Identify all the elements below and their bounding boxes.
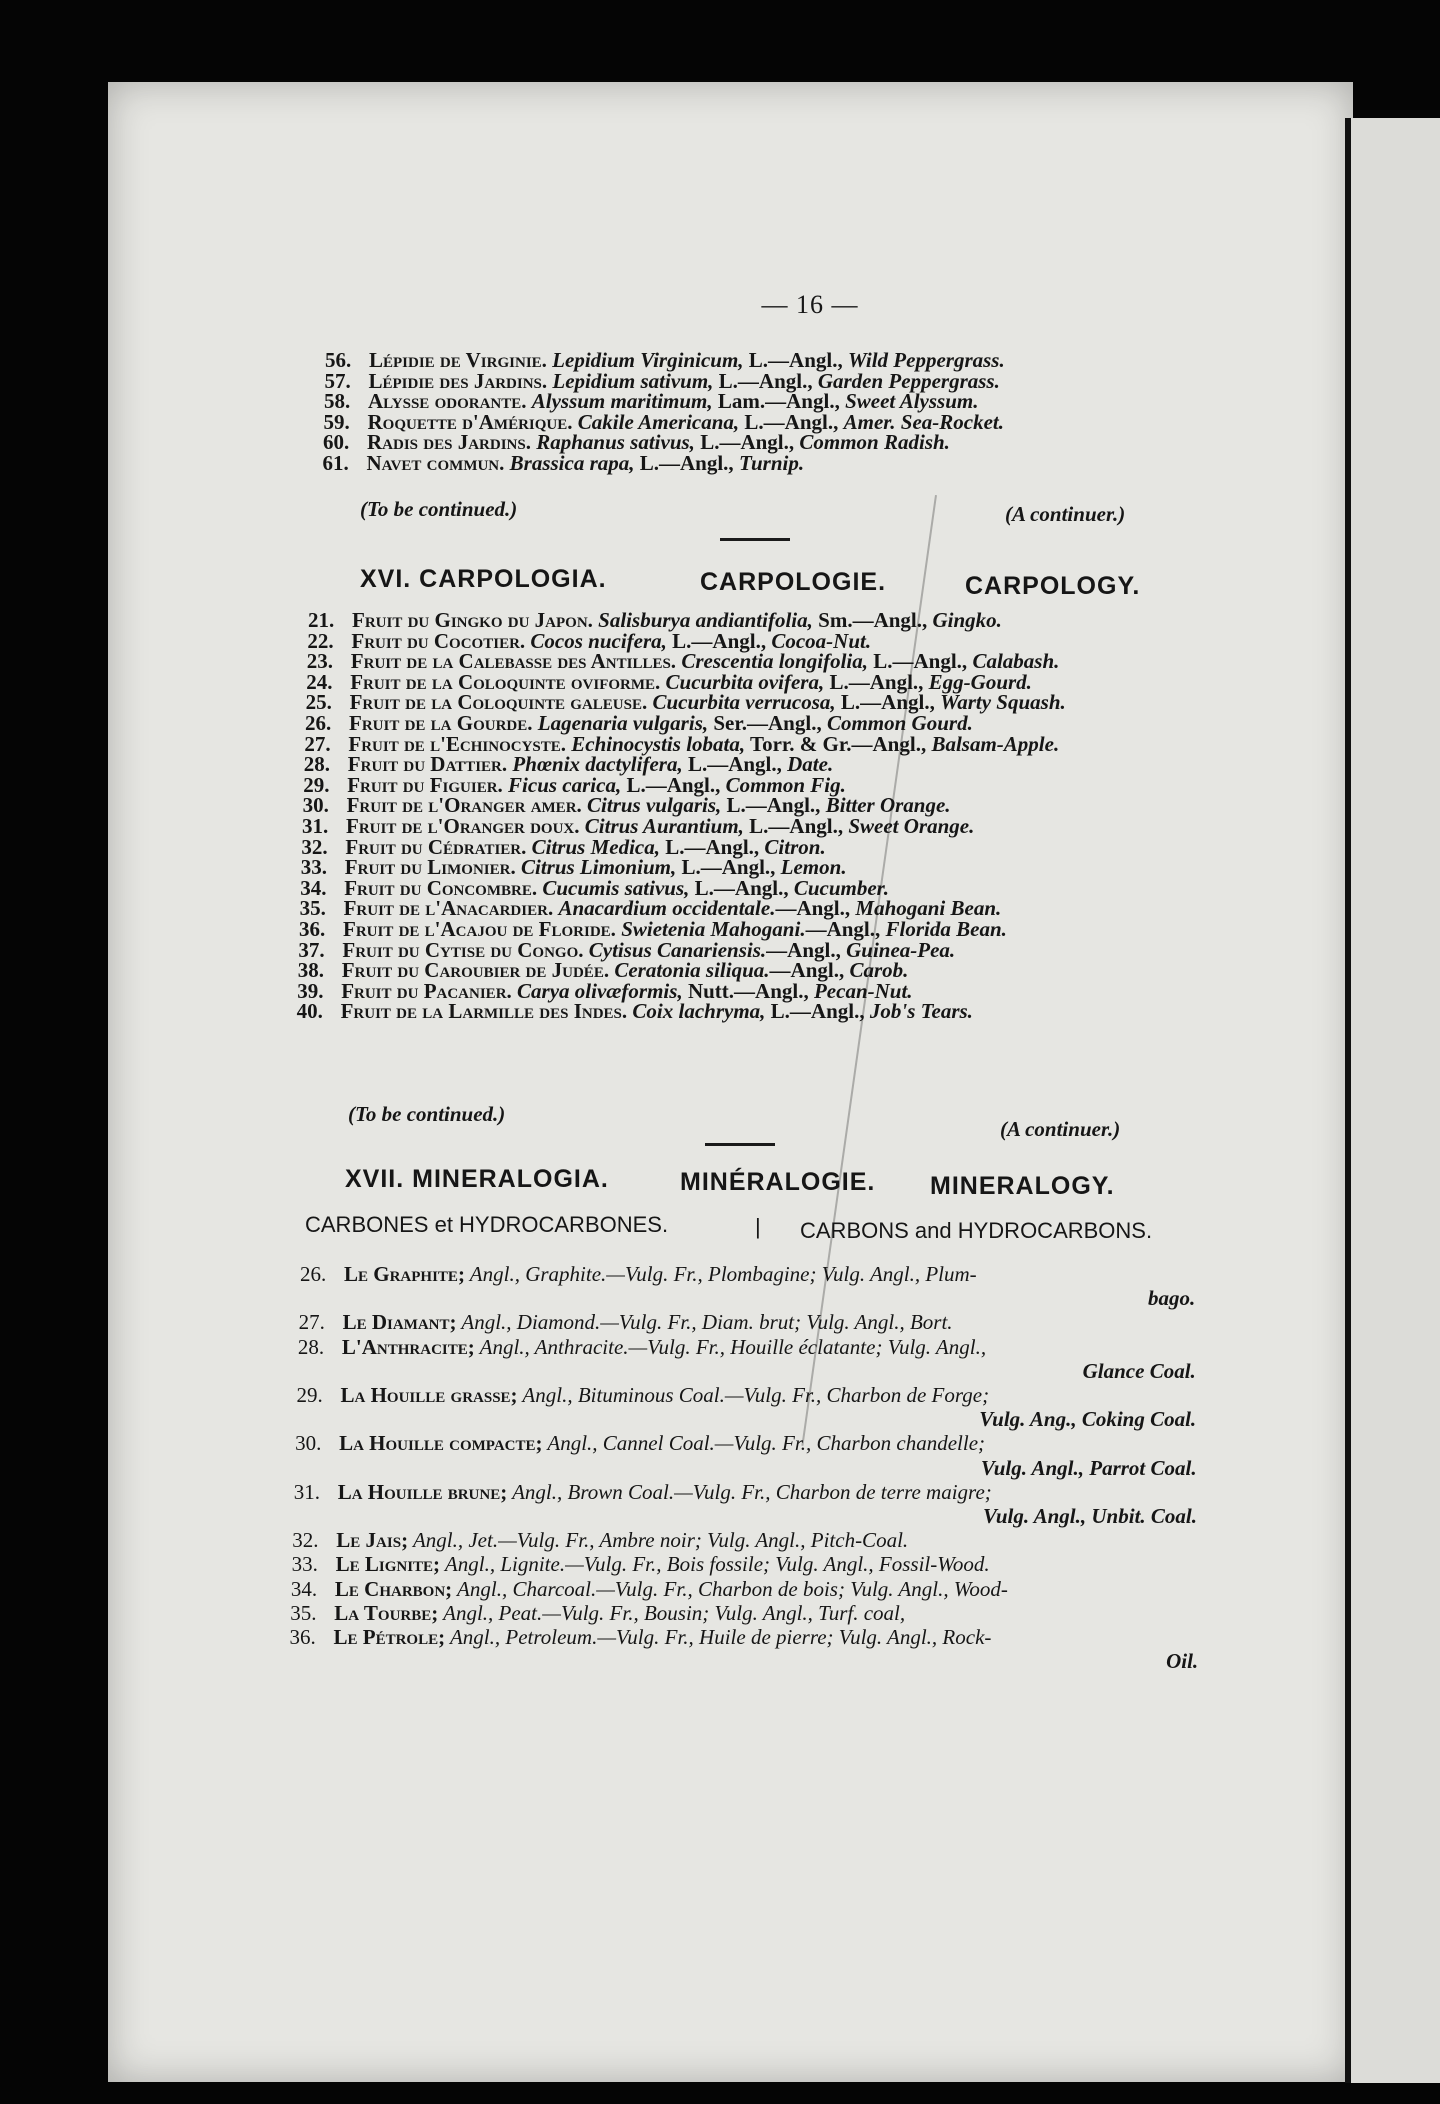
latin-name: Cucurbita ovifera, xyxy=(665,669,825,694)
entry-number: 33. xyxy=(291,1552,318,1577)
mineral-description: Angl., Peat.—Vulg. Fr., Bousin; Vulg. Angl., Turf. coal, xyxy=(438,1600,906,1625)
latin-name: Carya olivæformis, xyxy=(517,978,683,1003)
french-name: Fruit de la Calebasse des Antilles. xyxy=(350,649,677,674)
entry-number: 32. xyxy=(292,1528,319,1553)
authority: L.—Angl., xyxy=(659,834,765,859)
continuation-text: Vulg. Angl., Parrot Coal. xyxy=(980,1455,1197,1480)
english-name: Sweet Alyssum. xyxy=(845,389,979,413)
authority: —Angl., xyxy=(805,917,886,941)
french-name: Fruit du Cytise du Congo. xyxy=(342,937,584,962)
french-name: Fruit du Concombre. xyxy=(344,875,538,900)
entry-number: 37. xyxy=(298,937,325,962)
french-name: Le Diamant; xyxy=(342,1310,457,1335)
latin-name: Ficus carica, xyxy=(508,772,622,797)
mineral-row xyxy=(290,1601,905,1625)
authority: —Angl., xyxy=(766,937,847,962)
english-name: Gingko. xyxy=(932,608,1002,632)
entry-number: 22. xyxy=(307,628,334,653)
continuation-text: Vulg. Ang., Coking Coal. xyxy=(979,1407,1197,1432)
mineral-row xyxy=(299,1310,953,1334)
entry-number: 32. xyxy=(301,834,328,859)
french-name: Roquette d'Amérique. xyxy=(367,409,573,434)
latin-name: Ceratonia siliqua. xyxy=(614,958,770,983)
entry-row xyxy=(297,999,973,1023)
section-heading-latin: XVII. MINERALOGIA. xyxy=(345,1165,609,1193)
french-name: Navet commun. xyxy=(366,450,505,475)
latin-name: Echinocystis lobata, xyxy=(571,731,746,756)
mineral-row xyxy=(297,1383,990,1407)
english-name: Common Fig. xyxy=(725,772,846,797)
french-name: Alysse odorante. xyxy=(368,389,527,413)
authority: Ser.—Angl., xyxy=(708,711,827,735)
mineral-description: Angl., Anthracite.—Vulg. Fr., Houille éclatante; Vulg. Angl., xyxy=(474,1334,987,1359)
entry-number: 39. xyxy=(297,978,324,1003)
latin-name: Anacardium occidentale. xyxy=(558,896,776,921)
latin-name: Cucurbita verrucosa, xyxy=(652,690,836,715)
mineral-description: Angl., Jet.—Vulg. Fr., Ambre noir; Vulg. Angl., Pitch-Coal. xyxy=(408,1528,909,1553)
english-name: Lemon. xyxy=(780,855,847,880)
entry-number: 25. xyxy=(305,690,332,715)
authority: L.—Angl., xyxy=(694,430,800,454)
section-heading-latin: XVI. CARPOLOGIA. xyxy=(360,565,607,593)
french-name: Fruit du Caroubier de Judée. xyxy=(341,958,610,983)
entry-number: 29. xyxy=(296,1383,323,1407)
french-name: Radis des Jardins. xyxy=(367,430,531,454)
entry-number: 24. xyxy=(306,669,333,694)
authority: L.—Angl., xyxy=(713,368,818,393)
latin-name: Citrus vulgaris, xyxy=(587,793,722,818)
entry-number: 29. xyxy=(303,772,330,797)
mineral-row xyxy=(292,1528,908,1552)
authority: L.—Angl., xyxy=(682,752,788,777)
english-name: Florida Bean. xyxy=(885,917,1007,941)
french-name: Fruit du Pacanier. xyxy=(341,978,512,1003)
entry-number: 33. xyxy=(300,855,328,880)
latin-name: Phœnix dactylifera, xyxy=(512,752,683,777)
authority: L.—Angl., xyxy=(824,669,929,694)
entry-number: 59. xyxy=(323,409,350,434)
authority: Sm.—Angl., xyxy=(812,608,933,632)
continuation-text: Glance Coal. xyxy=(1082,1358,1196,1383)
entry-number: 28. xyxy=(303,752,331,777)
authority: Nutt.—Angl., xyxy=(682,978,814,1003)
latin-name: Alyssum maritimum, xyxy=(531,389,713,413)
subheading-separator: | xyxy=(755,1214,761,1239)
french-name: L'Anthracite; xyxy=(341,1334,475,1359)
entry-number: 34. xyxy=(290,1576,318,1601)
authority: L.—Angl., xyxy=(765,999,870,1024)
latin-name: Lagenaria vulgaris, xyxy=(537,711,709,735)
entry-number: 57. xyxy=(324,368,351,393)
french-name: Fruit du Figuier. xyxy=(347,772,503,797)
french-name: Le Graphite; xyxy=(344,1262,465,1286)
english-name: Calabash. xyxy=(972,649,1060,674)
authority: L.—Angl., xyxy=(743,348,848,372)
entry-number: 28. xyxy=(297,1334,325,1359)
entry-number: 26. xyxy=(305,711,332,735)
french-name: La Tourbe; xyxy=(334,1600,439,1625)
entry-number: 36. xyxy=(289,1625,316,1649)
continuation-text: Oil. xyxy=(1166,1649,1199,1674)
french-name: Lépidie des Jardins. xyxy=(368,368,548,393)
french-name: Le Pétrole; xyxy=(333,1625,446,1649)
authority: L.—Angl., xyxy=(868,649,973,674)
entry-number: 31. xyxy=(302,814,329,838)
french-name: La Houille compacte; xyxy=(339,1431,543,1456)
mineral-description: Angl., Bituminous Coal.—Vulg. Fr., Charbon de Forge; xyxy=(517,1383,990,1407)
latin-name: Cakile Americana, xyxy=(577,409,740,434)
entry-number: 21. xyxy=(308,608,335,632)
entry-number: 38. xyxy=(297,958,325,983)
section-heading-french: CARPOLOGIE. xyxy=(700,568,887,596)
entry-number: 61. xyxy=(322,450,349,475)
subheading-latin: CARBONES et HYDROCARBONES. xyxy=(305,1212,669,1237)
mineral-row xyxy=(295,1431,985,1455)
latin-name: Coix lachryma, xyxy=(632,999,766,1024)
entry-number: 34. xyxy=(300,875,327,900)
english-name: Mahogani Bean. xyxy=(855,896,1002,921)
english-name: Balsam-Apple. xyxy=(931,731,1060,756)
authority: Lam.—Angl., xyxy=(712,389,846,413)
english-name: Garden Peppergrass. xyxy=(817,368,1000,393)
mineral-row xyxy=(294,1480,992,1504)
mineral-row xyxy=(300,1262,977,1286)
latin-name: Cocos nucifera, xyxy=(530,628,667,653)
french-name: Le Jais; xyxy=(336,1528,409,1553)
mineral-description: Angl., Graphite.—Vulg. Fr., Plombagine; Vulg. Angl., Plum- xyxy=(464,1262,977,1286)
french-name: Fruit de la Gourde. xyxy=(349,711,533,735)
french-name: La Houille grasse; xyxy=(340,1383,518,1407)
mineral-row xyxy=(291,1577,1008,1601)
english-name: Wild Peppergrass. xyxy=(847,348,1005,372)
english-name: Cocoa-Nut. xyxy=(771,628,872,653)
note-a-continuer: (A continuer.) xyxy=(1000,1117,1121,1141)
note-a-continuer: (A continuer.) xyxy=(1005,502,1126,526)
entry-number: 56. xyxy=(325,348,352,372)
note-to-be-continued: (To be continued.) xyxy=(348,1102,506,1126)
authority: —Angl., xyxy=(769,958,850,983)
latin-name: Cytisus Canariensis. xyxy=(588,937,767,962)
english-name: Common Gourd. xyxy=(826,711,973,735)
mineral-description: Angl., Petroleum.—Vulg. Fr., Huile de pierre; Vulg. Angl., Rock- xyxy=(445,1625,992,1649)
authority: L.—Angl., xyxy=(676,855,781,880)
entry-number: 30. xyxy=(295,1431,322,1456)
mineral-row xyxy=(292,1552,990,1576)
latin-name: Brassica rapa, xyxy=(509,450,635,475)
authority: L.—Angl., xyxy=(739,409,844,434)
entry-number: 23. xyxy=(306,649,334,674)
authority: L.—Angl., xyxy=(689,875,794,900)
french-name: Fruit de l'Acajou de Floride. xyxy=(343,917,616,941)
latin-name: Salisburya andiantifolia, xyxy=(598,608,813,632)
section-heading-english: MINERALOGY. xyxy=(930,1172,1115,1200)
latin-name: Citrus Limonium, xyxy=(520,855,677,880)
section-heading-french: MINÉRALOGIE. xyxy=(680,1168,876,1196)
entry-number: 35. xyxy=(290,1600,317,1625)
french-name: Fruit de l'Echinocyste. xyxy=(348,731,567,756)
english-name: Citron. xyxy=(764,834,826,859)
english-name: Job's Tears. xyxy=(869,999,973,1024)
entry-number: 27. xyxy=(304,731,331,756)
english-name: Common Radish. xyxy=(799,430,950,454)
english-name: Pecan-Nut. xyxy=(813,978,913,1003)
french-name: Fruit de l'Oranger doux. xyxy=(346,814,580,838)
english-name: Carob. xyxy=(849,958,909,983)
authority: L.—Angl., xyxy=(835,690,941,715)
english-name: Sweet Orange. xyxy=(848,814,975,838)
french-name: Le Charbon; xyxy=(334,1576,453,1601)
french-name: Fruit de la Coloquinte galeuse. xyxy=(349,690,648,715)
entry-number: 60. xyxy=(323,430,350,454)
latin-name: Citrus Medica, xyxy=(531,834,660,859)
french-name: Fruit du Cocotier. xyxy=(351,628,526,653)
latin-name: Citrus Aurantium, xyxy=(584,814,744,838)
entry-number: 35. xyxy=(299,896,326,921)
continuation-text: Vulg. Angl., Unbit. Coal. xyxy=(983,1504,1197,1528)
french-name: Fruit du Limonier. xyxy=(344,855,516,880)
english-name: Egg-Gourd. xyxy=(928,669,1032,694)
entry-number: 31. xyxy=(293,1479,320,1504)
french-name: Fruit de la Larmille des Indes. xyxy=(340,999,628,1024)
authority: L.—Angl., xyxy=(621,772,726,797)
french-name: Fruit de l'Anacardier. xyxy=(343,896,554,921)
english-name: Warty Squash. xyxy=(940,690,1066,715)
section-heading-english: CARPOLOGY. xyxy=(965,572,1141,600)
continuation-text: bago. xyxy=(1147,1286,1196,1311)
latin-name: Crescentia longifolia, xyxy=(681,649,868,674)
entry-number: 26. xyxy=(300,1262,327,1286)
mineral-row xyxy=(298,1335,986,1359)
english-name: Amer. Sea-Rocket. xyxy=(843,409,1005,434)
english-name: Date. xyxy=(787,752,834,777)
section-rule xyxy=(720,538,790,541)
entry-number: 40. xyxy=(296,999,323,1024)
mineral-row xyxy=(290,1625,992,1649)
subheading-english: CARBONS and HYDROCARBONS. xyxy=(800,1218,1153,1243)
english-name: Guinea-Pea. xyxy=(846,937,956,962)
mineral-description: Angl., Cannel Coal.—Vulg. Fr., Charbon chandelle; xyxy=(542,1431,986,1456)
latin-name: Lepidium sativum, xyxy=(552,368,714,393)
authority: Torr. & Gr.—Angl., xyxy=(745,731,932,756)
entry-row xyxy=(323,451,805,475)
french-name: Fruit du Gingko du Japon. xyxy=(352,608,593,632)
latin-name: Raphanus sativus, xyxy=(536,430,695,454)
french-name: Fruit du Cédratier. xyxy=(345,834,527,859)
entry-number: 36. xyxy=(299,917,326,941)
entry-number: 27. xyxy=(298,1310,325,1335)
mineral-description: Angl., Charcoal.—Vulg. Fr., Charbon de bois; Vulg. Angl., Wood- xyxy=(452,1576,1008,1601)
adjacent-page-edge xyxy=(1345,118,1440,2083)
page-number: — 16 — xyxy=(761,290,859,319)
authority: —Angl., xyxy=(775,896,856,921)
mineral-description: Angl., Lignite.—Vulg. Fr., Bois fossile; Vulg. Angl., Fossil-Wood. xyxy=(440,1552,990,1577)
authority: L.—Angl., xyxy=(721,793,826,818)
latin-name: Cucumis sativus, xyxy=(542,875,690,900)
entry-number: 30. xyxy=(302,793,329,818)
section-rule xyxy=(705,1143,775,1146)
french-name: Le Lignite; xyxy=(335,1552,441,1577)
french-name: La Houille brune; xyxy=(337,1479,508,1504)
authority: L.—Angl., xyxy=(666,628,772,653)
mineral-description: Angl., Brown Coal.—Vulg. Fr., Charbon de terre maigre; xyxy=(507,1479,992,1504)
authority: L.—Angl., xyxy=(634,450,739,475)
english-name: Turnip. xyxy=(738,450,805,475)
english-name: Cucumber. xyxy=(793,875,889,900)
authority: L.—Angl., xyxy=(743,814,849,838)
entry-number: 58. xyxy=(324,389,351,413)
french-name: Fruit du Dattier. xyxy=(347,752,508,777)
note-to-be-continued: (To be continued.) xyxy=(360,497,518,521)
english-name: Bitter Orange. xyxy=(825,793,951,818)
mineral-description: Angl., Diamond.—Vulg. Fr., Diam. brut; Vulg. Angl., Bort. xyxy=(456,1310,953,1335)
french-name: Lépidie de Virginie. xyxy=(369,348,547,372)
french-name: Fruit de la Coloquinte oviforme. xyxy=(350,669,661,694)
latin-name: Swietenia Mahogani. xyxy=(621,917,806,941)
latin-name: Lepidium Virginicum, xyxy=(552,348,744,372)
french-name: Fruit de l'Oranger amer. xyxy=(346,793,582,818)
